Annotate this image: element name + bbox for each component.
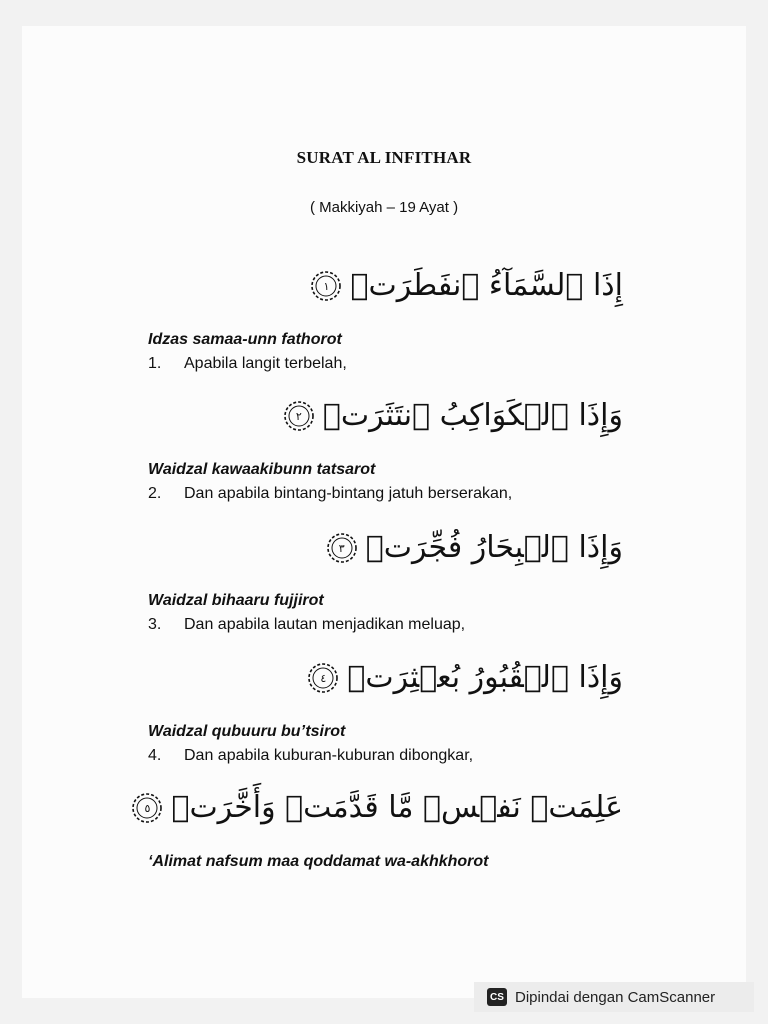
ayah-end-marker-icon bbox=[324, 530, 360, 566]
list-number: 4. bbox=[148, 747, 162, 764]
ayah-arabic-3 bbox=[324, 530, 623, 566]
translation-text: Dan apabila kuburan-kuburan dibongkar, bbox=[184, 747, 474, 764]
ayah-number: ٤ bbox=[320, 671, 327, 685]
translation-text: Dan apabila lautan menjadikan meluap, bbox=[184, 616, 466, 633]
translation-text: Dan apabila bintang-bintang jatuh berserakan, bbox=[184, 485, 513, 502]
list-number: 1. bbox=[148, 355, 162, 372]
transliteration-2: Waidzal kawaakibunn tatsarot bbox=[148, 461, 376, 478]
ayah-number: ٥ bbox=[144, 801, 151, 815]
transliteration-5: ‘Alimat nafsum maa qoddamat wa-akhkhorot bbox=[148, 853, 489, 870]
transliteration-4: Waidzal qubuuru bu’tsirot bbox=[148, 723, 346, 740]
transliteration-1: Idzas samaa-unn fathorot bbox=[148, 331, 342, 348]
list-number: 2. bbox=[148, 485, 162, 502]
camscanner-watermark bbox=[474, 982, 754, 1012]
ayah-text: وَإِذَا ٱلۡبِحَارُ فُجِّرَتۡ bbox=[365, 530, 623, 565]
list-number: 3. bbox=[148, 616, 162, 633]
translation-1 bbox=[148, 355, 347, 373]
ayah-number: ٢ bbox=[295, 409, 302, 423]
transliteration-3: Waidzal bihaaru fujjirot bbox=[148, 592, 324, 609]
ayah-text: وَإِذَا ٱلۡكَوَاكِبُ ٱنتَثَرَتۡ bbox=[322, 398, 623, 433]
ayah-arabic-4 bbox=[305, 660, 623, 696]
camscanner-logo-icon: CS bbox=[487, 988, 507, 1006]
ayah-end-marker-icon bbox=[129, 790, 165, 826]
ayah-text: وَإِذَا ٱلۡقُبُورُ بُعۡثِرَتۡ bbox=[347, 660, 623, 695]
ayah-end-marker-icon bbox=[305, 660, 341, 696]
ayah-number: ٣ bbox=[338, 541, 345, 555]
ayah-end-marker-icon bbox=[281, 398, 317, 434]
translation-text: Apabila langit terbelah, bbox=[184, 355, 347, 372]
ayah-text: إِذَا ٱلسَّمَآءُ ٱنفَطَرَتۡ bbox=[350, 268, 623, 303]
ayah-arabic-2 bbox=[281, 398, 623, 434]
page-title: SURAT AL INFITHAR bbox=[296, 148, 472, 167]
translation-4 bbox=[148, 747, 473, 765]
watermark-text: Dipindai dengan CamScanner bbox=[515, 988, 716, 1006]
translation-3 bbox=[148, 616, 465, 634]
ayah-arabic-5 bbox=[129, 790, 623, 826]
ayah-number: ١ bbox=[323, 279, 330, 293]
translation-2 bbox=[148, 485, 512, 503]
ayah-text: عَلِمَتۡ نَفۡسٞ مَّا قَدَّمَتۡ وَأَخَّرَتۡ bbox=[171, 790, 623, 825]
page-subtitle: ( Makkiyah – 19 Ayat ) bbox=[309, 199, 459, 216]
ayah-arabic-1 bbox=[308, 268, 623, 304]
ayah-end-marker-icon bbox=[308, 268, 344, 304]
